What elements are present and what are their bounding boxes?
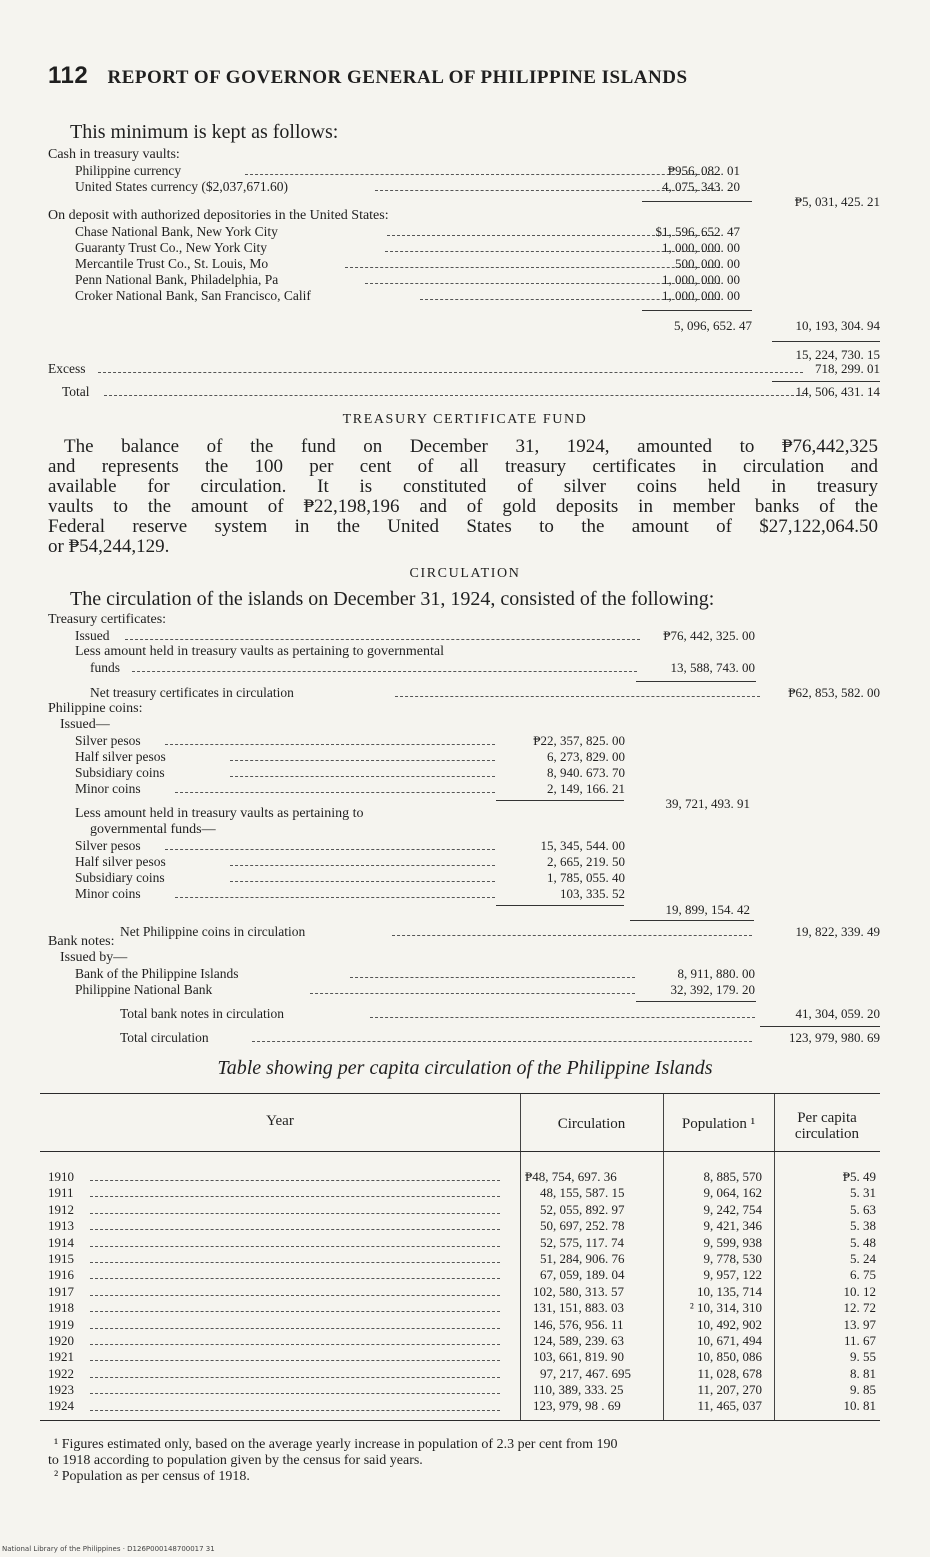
circulation-cell: 52, 575, 117. 74 <box>540 1234 625 1250</box>
circulation-cell: 124, 589, 239. 63 <box>533 1332 624 1348</box>
circulation-cell: 50, 697, 252. 78 <box>540 1218 625 1234</box>
row-value: 1, 785, 055. 40 <box>547 870 625 885</box>
ledger-row <box>75 256 865 273</box>
ledger-row <box>75 781 625 798</box>
ledger-row <box>90 660 755 677</box>
row-label: Net treasury certificates in circulation <box>90 685 294 700</box>
row-label: Silver pesos <box>75 838 141 853</box>
dot-leader <box>90 1393 500 1394</box>
row-value: ₱22, 357, 825. 00 <box>533 733 625 748</box>
ledger-row <box>75 749 625 766</box>
year-cell: 1924 <box>48 1398 74 1414</box>
year-cell: 1911 <box>48 1185 74 1201</box>
row-label: Philippine National Bank <box>75 982 213 997</box>
section-heading: TREASURY CERTIFICATE FUND <box>342 412 588 427</box>
pc-heading: Philippine coins: <box>48 701 143 716</box>
population-cell: 10, 671, 494 <box>697 1332 762 1348</box>
circulation-cell: ₱48, 754, 697. 36 <box>525 1169 617 1184</box>
dot-leader <box>90 1246 500 1247</box>
sum-rule <box>760 1026 880 1027</box>
year-cell: 1913 <box>48 1218 74 1234</box>
row-label: Subsidiary coins <box>75 870 165 885</box>
circulation-cell: 110, 389, 333. 25 <box>533 1382 624 1398</box>
year-cell: 1915 <box>48 1250 74 1266</box>
tc-less-label: Less amount held in treasury vaults as pertaining to governmental <box>75 644 444 659</box>
population-header: Population ¹ <box>681 1116 756 1132</box>
circulation-cell: 51, 284, 906. 76 <box>540 1250 625 1266</box>
paragraph-line: and represents the 100 per cent of all treasury certificates in circulation and <box>48 456 878 477</box>
column-divider <box>663 1094 664 1420</box>
per-capita-cell: 9. 85 <box>850 1382 876 1398</box>
dot-leader <box>90 1410 500 1411</box>
dot-leader <box>370 1017 755 1018</box>
dot-leader <box>90 1311 500 1312</box>
row-label: Penn National Bank, Philadelphia, Pa <box>75 272 279 287</box>
row-value: 1, 000, 000. 00 <box>662 240 740 255</box>
footnote: ² Population as per census of 1918. <box>54 1469 250 1484</box>
sum-rule <box>496 905 624 906</box>
row-value: 19, 822, 339. 49 <box>795 924 880 939</box>
population-cell: 9, 957, 122 <box>703 1267 762 1283</box>
dot-leader <box>90 1196 500 1197</box>
circulation-cell: 97, 217, 467. 695 <box>540 1365 631 1381</box>
per-capita-column <box>790 1169 876 1415</box>
sum-rule <box>772 381 880 382</box>
dot-leader <box>252 1041 752 1042</box>
dot-leader <box>90 1377 500 1378</box>
row-label: Bank of the Philippine Islands <box>75 966 239 981</box>
population-cell: 11, 028, 678 <box>697 1365 762 1381</box>
circulation-cell: 52, 055, 892. 97 <box>540 1201 625 1217</box>
ledger-row <box>75 870 625 887</box>
year-cell: 1919 <box>48 1316 74 1332</box>
row-value: 1, 000, 000. 00 <box>662 272 740 287</box>
sum-rule <box>772 341 880 342</box>
row-value: 15, 345, 544. 00 <box>540 838 625 853</box>
total-row <box>62 384 880 401</box>
dot-leader <box>395 696 760 697</box>
row-label: Guaranty Trust Co., New York City <box>75 240 268 255</box>
per-capita-header <box>774 1110 880 1142</box>
dot-leader <box>175 792 495 793</box>
population-cell: 11, 465, 037 <box>697 1398 762 1414</box>
row-label: Total bank notes in circulation <box>120 1006 285 1021</box>
dot-leader <box>90 1180 500 1181</box>
dot-leader <box>90 1278 500 1279</box>
row-label: Silver pesos <box>75 733 141 748</box>
ledger-row <box>75 886 625 903</box>
population-cell: 10, 135, 714 <box>697 1283 762 1299</box>
per-capita-cell: 13. 97 <box>843 1316 876 1332</box>
year-cell: 1912 <box>48 1201 74 1217</box>
circulation-cell: 102, 580, 313. 57 <box>533 1283 624 1299</box>
row-label: Total circulation <box>120 1030 209 1045</box>
row-value: 6, 273, 829. 00 <box>547 749 625 764</box>
population-cell: 9, 421, 346 <box>703 1218 762 1234</box>
bn-heading: Bank notes: <box>48 934 115 949</box>
circulation-column <box>525 1169 655 1415</box>
dot-leader <box>230 760 495 761</box>
row-value: ₱62, 853, 582. 00 <box>788 685 880 700</box>
digitization-credit: National Library of the Philippines · D126P000148700017 31 <box>2 1545 215 1553</box>
row-label: Croker National Bank, San Francisco, Calif <box>75 288 311 303</box>
deposit-heading: On deposit with authorized depositories in the United States: <box>48 208 389 223</box>
year-cell: 1922 <box>48 1365 74 1381</box>
pc-less-label: governmental funds— <box>90 822 216 837</box>
dot-leader <box>90 1328 500 1329</box>
year-cell: 1921 <box>48 1349 74 1365</box>
ledger-row <box>75 628 755 645</box>
dot-leader <box>125 639 640 640</box>
ledger-row <box>75 982 755 999</box>
dot-leader <box>175 897 495 898</box>
ledger-row <box>75 179 865 196</box>
year-header: Year <box>266 1113 294 1129</box>
row-value: 8, 911, 880. 00 <box>677 966 755 981</box>
row-label: United States currency ($2,037,671.60) <box>75 179 288 194</box>
page-number: 112 <box>48 62 89 89</box>
footnotes <box>48 1437 618 1485</box>
population-cell: 9, 778, 530 <box>703 1250 762 1266</box>
ledger-row <box>120 924 880 941</box>
footnote: ¹ Figures estimated only, based on the average yearly increase in population of 2.3 per cent from 190 <box>54 1437 618 1452</box>
dot-leader <box>90 1360 500 1361</box>
circulation-cell: 131, 151, 883. 03 <box>533 1300 624 1316</box>
dot-leader <box>90 1344 500 1345</box>
per-capita-cell: 5. 24 <box>850 1250 876 1266</box>
row-value: 32, 392, 179. 20 <box>670 982 755 997</box>
row-value: ₱956, 082. 01 <box>667 163 740 178</box>
header-rule <box>40 1151 880 1152</box>
row-label: Net Philippine coins in circulation <box>120 924 306 939</box>
row-value: 123, 979, 980. 69 <box>789 1030 880 1045</box>
dot-leader <box>230 776 495 777</box>
year-cell: 1910 <box>48 1169 74 1184</box>
dot-leader <box>230 865 495 866</box>
sum-rule <box>630 920 754 921</box>
row-value: 718, 299. 01 <box>815 361 880 376</box>
paragraph-line: The balance of the fund on December 31, 1924, amounted to ₱76,442,325 <box>64 436 878 457</box>
per-capita-cell: 11. 67 <box>843 1332 876 1348</box>
dot-leader <box>230 881 495 882</box>
dot-leader <box>350 977 635 978</box>
ledger-row <box>75 733 625 750</box>
tc-heading: Treasury certificates: <box>48 612 167 627</box>
row-value: 1, 000, 000. 00 <box>662 288 740 303</box>
cash-heading: Cash in treasury vaults: <box>48 147 180 162</box>
ledger-row <box>75 240 865 257</box>
row-value: 14, 506, 431. 14 <box>795 384 880 399</box>
row-value: 41, 304, 059. 20 <box>795 1006 880 1021</box>
table-top-rule <box>40 1093 880 1094</box>
dot-leader <box>310 993 635 994</box>
per-capita-cell: 12. 72 <box>843 1300 876 1316</box>
per-capita-cell: 5. 48 <box>850 1234 876 1250</box>
fund-paragraph <box>48 437 878 557</box>
year-cell: 1920 <box>48 1332 74 1348</box>
row-value: $1, 596, 652. 47 <box>655 224 740 239</box>
population-column <box>668 1169 762 1415</box>
bn-issued-heading: Issued by— <box>60 950 128 965</box>
section-heading: CIRCULATION <box>409 566 521 581</box>
ledger-row <box>75 163 865 180</box>
row-label: Excess <box>48 361 86 376</box>
per-capita-cell: 6. 75 <box>850 1267 876 1283</box>
circulation-intro: The circulation of the islands on December 31, 1924, consisted of the following: <box>70 588 715 610</box>
row-value: 8, 940. 673. 70 <box>547 765 625 780</box>
year-cell: 1923 <box>48 1382 74 1398</box>
sum-rule <box>642 201 752 202</box>
ledger-row <box>120 1030 880 1047</box>
page-header <box>48 62 688 90</box>
population-cell: ² 10, 314, 310 <box>689 1300 762 1316</box>
running-title: REPORT OF GOVERNOR GENERAL OF PHILIPPINE ISLANDS <box>107 67 688 88</box>
year-cell: 1914 <box>48 1234 74 1250</box>
per-capita-cell: ₱5. 49 <box>842 1169 876 1184</box>
paragraph-line: Federal reserve system in the United States to the amount of $27,122,064.50 <box>48 516 878 537</box>
ledger-row <box>120 1006 880 1023</box>
ledger-row <box>75 224 865 241</box>
row-value: 2, 149, 166. 21 <box>547 781 625 796</box>
dot-leader <box>165 744 495 745</box>
column-divider <box>520 1094 521 1420</box>
dot-leader <box>392 935 752 936</box>
per-capita-cell: 10. 12 <box>843 1283 876 1299</box>
pc-issued-total: 39, 721, 493. 91 <box>665 796 750 811</box>
dot-leader <box>90 1213 500 1214</box>
row-value: 4, 075, 343. 20 <box>662 179 740 194</box>
pc-less-label: Less amount held in treasury vaults as pertaining to <box>75 806 364 821</box>
circulation-cell: 146, 576, 956. 11 <box>533 1316 624 1332</box>
per-capita-header-line: circulation <box>794 1126 860 1142</box>
circulation-cell: 123, 979, 98 . 69 <box>533 1398 621 1414</box>
per-capita-cell: 10. 81 <box>843 1398 876 1414</box>
column-divider <box>774 1094 775 1420</box>
sum-rule <box>636 1001 756 1002</box>
circulation-header: Circulation <box>557 1116 626 1132</box>
circulation-cell: 67, 059, 189. 04 <box>540 1267 625 1283</box>
population-cell: 11, 207, 270 <box>697 1382 762 1398</box>
per-capita-header-line: Per capita <box>797 1110 857 1126</box>
dot-leader <box>104 395 804 396</box>
minimum-intro: This minimum is kept as follows: <box>70 121 339 143</box>
sum-rule <box>642 310 752 311</box>
ledger-row <box>75 765 625 782</box>
dot-leader <box>90 1229 500 1230</box>
pc-less-total: 19, 899, 154. 42 <box>665 902 750 917</box>
row-label: Minor coins <box>75 781 141 796</box>
table-caption: Table showing per capita circulation of the Philippine Islands <box>217 1057 713 1079</box>
year-cell: 1918 <box>48 1300 74 1316</box>
ledger-row <box>75 288 865 305</box>
row-value: 103, 335. 52 <box>560 886 625 901</box>
population-cell: 10, 850, 086 <box>697 1349 762 1365</box>
ledger-row <box>75 966 755 983</box>
row-label: Minor coins <box>75 886 141 901</box>
row-label: Total <box>62 384 90 399</box>
year-cell: 1916 <box>48 1267 74 1283</box>
per-capita-cell: 5. 31 <box>850 1185 876 1201</box>
dot-leader <box>90 1262 500 1263</box>
dot-leader <box>90 1295 500 1296</box>
row-value: 13, 588, 743. 00 <box>670 660 755 675</box>
row-label: Chase National Bank, New York City <box>75 224 278 239</box>
sum-rule <box>496 800 624 801</box>
row-label: Subsidiary coins <box>75 765 165 780</box>
circulation-cell: 103, 661, 819. 90 <box>533 1349 624 1365</box>
row-value: ₱76, 442, 325. 00 <box>663 628 755 643</box>
population-cell: 9, 599, 938 <box>703 1234 762 1250</box>
paragraph-line: or ₱54,244,129. <box>48 536 170 557</box>
cash-total: ₱5, 031, 425. 21 <box>794 194 880 209</box>
ledger-row <box>90 685 880 702</box>
sum-rule <box>636 681 756 682</box>
per-capita-cell: 9. 55 <box>850 1349 876 1365</box>
ledger-row <box>75 272 865 289</box>
row-label: Half silver pesos <box>75 854 166 869</box>
excess-row <box>48 361 880 378</box>
row-label: Mercantile Trust Co., St. Louis, Mo <box>75 256 269 271</box>
row-label: Half silver pesos <box>75 749 166 764</box>
population-cell: 8, 885, 570 <box>703 1169 762 1184</box>
row-value: 500, 000. 00 <box>675 256 740 271</box>
pc-issued-heading: Issued— <box>60 717 110 732</box>
circulation-cell: 48, 155, 587. 15 <box>540 1185 625 1201</box>
row-value: 2, 665, 219. 50 <box>547 854 625 869</box>
per-capita-cell: 8. 81 <box>850 1365 876 1381</box>
population-cell: 9, 064, 162 <box>703 1185 762 1201</box>
subtotal: 15, 224, 730. 15 <box>795 347 880 362</box>
year-column <box>48 1169 88 1415</box>
paragraph-line: vaults to the amount of ₱22,198,196 and of gold deposits in member banks of the <box>48 496 878 517</box>
population-cell: 9, 242, 754 <box>703 1201 762 1217</box>
per-capita-cell: 5. 38 <box>850 1218 876 1234</box>
ledger-row <box>75 838 625 855</box>
row-label: Issued <box>75 628 110 643</box>
row-label: Philippine currency <box>75 163 182 178</box>
ledger-row <box>75 854 625 871</box>
table-bottom-rule <box>40 1420 880 1421</box>
footnote: to 1918 according to population given by the census for said years. <box>48 1453 423 1468</box>
dot-leader <box>98 372 803 373</box>
per-capita-cell: 5. 63 <box>850 1201 876 1217</box>
year-cell: 1917 <box>48 1283 74 1299</box>
deposit-total: 10, 193, 304. 94 <box>795 318 880 333</box>
dot-leader <box>132 671 637 672</box>
deposit-sum: 5, 096, 652. 47 <box>674 318 752 333</box>
paragraph-line: available for circulation. It is constituted of silver coins held in treasury <box>48 476 878 497</box>
dot-leader <box>165 849 495 850</box>
row-label: funds <box>90 660 120 675</box>
population-cell: 10, 492, 902 <box>697 1316 762 1332</box>
